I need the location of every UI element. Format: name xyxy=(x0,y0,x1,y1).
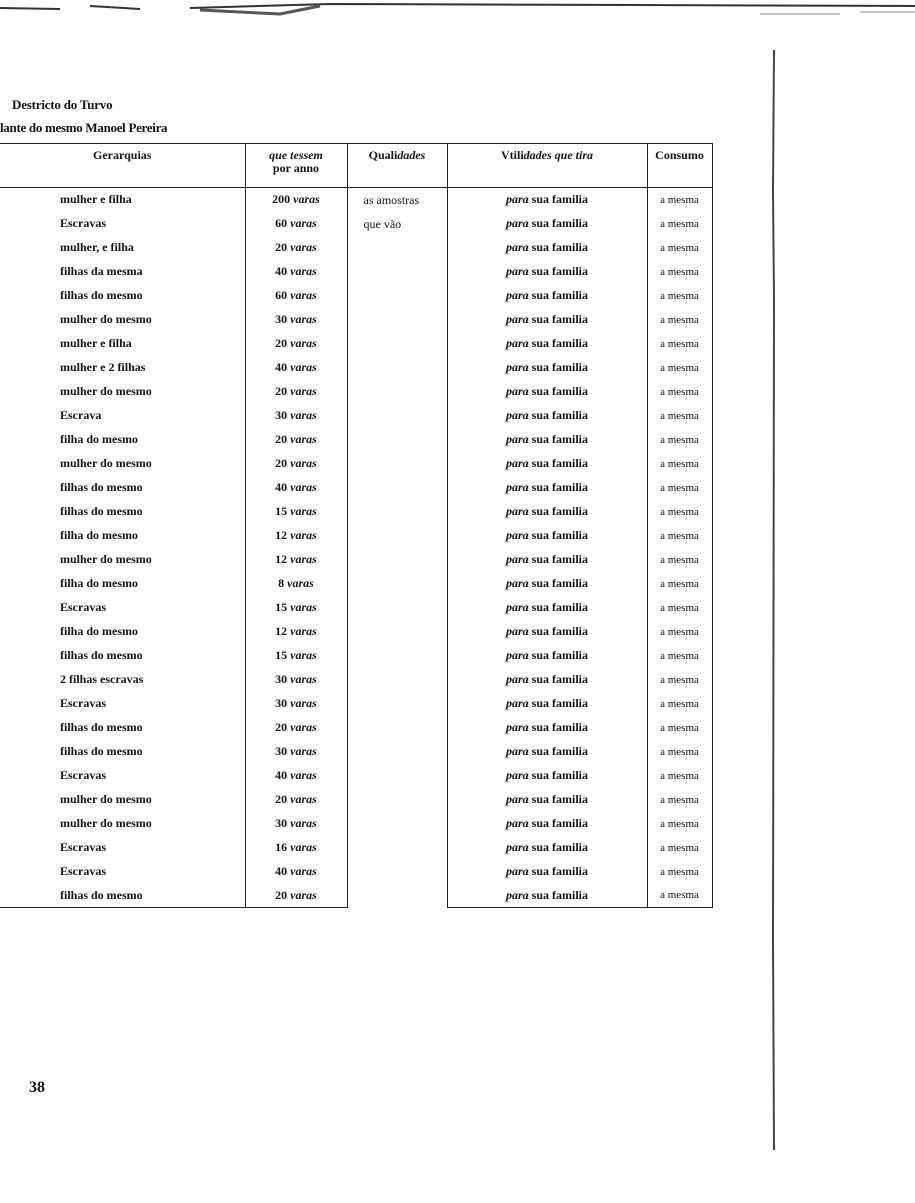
gerarquia-cell: filhas do mesmo xyxy=(0,644,245,668)
quantity-unit: varas xyxy=(290,384,317,398)
gerarquia-cell: filhas do mesmo xyxy=(0,476,245,500)
quantity-unit: varas xyxy=(290,216,317,230)
utilidade-prefix: para xyxy=(505,792,529,806)
consumo-cell: a mesma xyxy=(647,572,712,596)
quantity-cell xyxy=(245,428,347,452)
quantity-cell xyxy=(245,524,347,548)
utilidade-prefix: para xyxy=(505,624,529,638)
quantity-cell xyxy=(245,188,347,212)
consumo-cell: a mesma xyxy=(647,500,712,524)
table-row xyxy=(0,188,712,212)
quantity-value: 30 xyxy=(275,744,288,758)
utilidade-cell xyxy=(447,428,647,452)
quantity-value: 30 xyxy=(275,312,288,326)
consumo-cell: a mesma xyxy=(647,740,712,764)
quantity-unit: varas xyxy=(290,480,317,494)
utilidade-text: sua familia xyxy=(531,264,588,278)
utilidade-text: sua familia xyxy=(531,624,588,638)
utilidade-prefix: para xyxy=(505,216,529,230)
gerarquia-cell: mulher do mesmo xyxy=(0,380,245,404)
utilidade-cell xyxy=(447,236,647,260)
quantity-unit: varas xyxy=(290,528,317,542)
quantity-value: 16 xyxy=(275,840,288,854)
ledger-table xyxy=(0,143,713,908)
quantity-unit: varas xyxy=(290,288,317,302)
quantity-unit: varas xyxy=(290,887,317,902)
quantity-unit: varas xyxy=(290,504,317,518)
quantity-value: 20 xyxy=(275,887,288,902)
gerarquia-cell: mulher do mesmo xyxy=(0,452,245,476)
quantity-cell xyxy=(245,596,347,620)
qualidades-cell xyxy=(347,188,447,908)
utilidade-text: sua familia xyxy=(531,432,588,446)
utilidade-cell xyxy=(447,308,647,332)
quantity-cell xyxy=(245,452,347,476)
quantity-cell xyxy=(245,716,347,740)
quantity-value: 12 xyxy=(275,528,288,542)
consumo-cell: a mesma xyxy=(647,860,712,884)
quantity-cell xyxy=(245,668,347,692)
quantity-value: 20 xyxy=(275,456,288,470)
utilidade-cell xyxy=(447,356,647,380)
quantity-cell xyxy=(245,860,347,884)
consumo-cell: a mesma xyxy=(647,620,712,644)
utilidade-prefix: para xyxy=(505,696,529,710)
utilidade-cell xyxy=(447,668,647,692)
quantity-cell xyxy=(245,788,347,812)
utilidade-text: sua familia xyxy=(531,672,588,686)
quantity-cell xyxy=(245,644,347,668)
quantity-unit: varas xyxy=(290,792,317,806)
utilidade-prefix: para xyxy=(505,864,529,878)
quantity-unit: varas xyxy=(290,648,317,662)
utilidade-prefix: para xyxy=(505,240,529,254)
page-number: 38 xyxy=(29,1079,45,1096)
consumo-cell: a mesma xyxy=(647,332,712,356)
quantity-value: 40 xyxy=(275,480,288,494)
col-consumo xyxy=(647,144,712,188)
consumo-cell: a mesma xyxy=(647,812,712,836)
quantity-cell xyxy=(245,620,347,644)
utilidade-cell xyxy=(447,548,647,572)
utilidade-cell xyxy=(447,836,647,860)
consumo-cell: a mesma xyxy=(647,404,712,428)
utilidade-text: sua familia xyxy=(531,192,588,207)
col-consumo-label: Consumo xyxy=(655,148,704,162)
quantity-value: 8 xyxy=(278,576,285,590)
gerarquia-cell: Escrava xyxy=(0,404,245,428)
quantity-unit: varas xyxy=(287,576,314,590)
quantity-unit: varas xyxy=(290,768,317,782)
quantity-cell xyxy=(245,836,347,860)
utilidade-cell xyxy=(447,332,647,356)
gerarquia-cell: Escravas xyxy=(0,692,245,716)
gerarquia-cell: mulher do mesmo xyxy=(0,812,245,836)
utilidade-cell xyxy=(447,788,647,812)
gerarquia-cell: filha do mesmo xyxy=(0,524,245,548)
col-utilidades-b: dades xyxy=(523,148,552,162)
consumo-cell: a mesma xyxy=(647,596,712,620)
utilidade-cell xyxy=(447,476,647,500)
utilidade-text: sua familia xyxy=(531,887,588,902)
utilidade-text: sua familia xyxy=(531,480,588,494)
gerarquia-cell: filhas da mesma xyxy=(0,260,245,284)
gerarquia-cell: Escravas xyxy=(0,860,245,884)
col-quantity-italic: que tessem xyxy=(269,148,323,162)
quantity-unit: varas xyxy=(290,408,317,422)
gerarquia-cell: filha do mesmo xyxy=(0,620,245,644)
utilidade-text: sua familia xyxy=(531,456,588,470)
utilidade-cell xyxy=(447,452,647,476)
utilidade-prefix: para xyxy=(505,192,529,207)
quantity-cell xyxy=(245,884,347,908)
utilidade-prefix: para xyxy=(505,456,529,470)
utilidade-text: sua familia xyxy=(531,288,588,302)
utilidade-text: sua familia xyxy=(531,840,588,854)
quantity-value: 15 xyxy=(275,504,288,518)
consumo-cell: a mesma xyxy=(647,764,712,788)
qualidades-note-line: as amostras xyxy=(363,193,420,207)
gerarquia-cell: Escravas xyxy=(0,596,245,620)
utilidade-prefix: para xyxy=(505,840,529,854)
utilidade-cell xyxy=(447,764,647,788)
quantity-unit: varas xyxy=(290,840,317,854)
quantity-unit: varas xyxy=(290,720,317,734)
quantity-cell xyxy=(245,404,347,428)
utilidade-text: sua familia xyxy=(531,744,588,758)
utilidade-text: sua familia xyxy=(531,576,588,590)
quantity-cell xyxy=(245,212,347,236)
utilidade-cell xyxy=(447,860,647,884)
consumo-cell: a mesma xyxy=(647,884,712,908)
quantity-value: 60 xyxy=(275,216,288,230)
gerarquia-cell: mulher do mesmo xyxy=(0,788,245,812)
utilidade-cell xyxy=(447,284,647,308)
consumo-cell: a mesma xyxy=(647,692,712,716)
quantity-unit: varas xyxy=(290,624,317,638)
quantity-value: 40 xyxy=(275,264,288,278)
utilidade-prefix: para xyxy=(505,504,529,518)
gerarquia-cell: Escravas xyxy=(0,764,245,788)
quantity-cell xyxy=(245,548,347,572)
utilidade-cell xyxy=(447,524,647,548)
consumo-cell: a mesma xyxy=(647,452,712,476)
consumo-cell: a mesma xyxy=(647,428,712,452)
utilidade-prefix: para xyxy=(505,552,529,566)
col-gerarquias-label: Gerarquias xyxy=(93,148,152,162)
col-qualidades xyxy=(347,144,447,188)
utilidade-text: sua familia xyxy=(531,648,588,662)
utilidade-cell xyxy=(447,740,647,764)
utilidade-prefix: para xyxy=(505,672,529,686)
gerarquia-cell: mulher, e filha xyxy=(0,236,245,260)
utilidade-cell xyxy=(447,380,647,404)
consumo-cell: a mesma xyxy=(647,356,712,380)
consumo-cell: a mesma xyxy=(647,476,712,500)
gerarquia-cell: mulher e filha xyxy=(0,188,245,212)
col-quantity-rest: por anno xyxy=(272,161,320,175)
quantity-unit: varas xyxy=(290,744,317,758)
utilidade-cell xyxy=(447,620,647,644)
quantity-value: 40 xyxy=(275,768,288,782)
utilidade-text: sua familia xyxy=(531,408,588,422)
gerarquia-cell: filhas do mesmo xyxy=(0,500,245,524)
gerarquia-cell: filhas do mesmo xyxy=(0,740,245,764)
quantity-cell xyxy=(245,308,347,332)
utilidade-cell xyxy=(447,188,647,212)
quantity-value: 15 xyxy=(275,648,288,662)
header-row xyxy=(0,144,712,188)
quantity-value: 12 xyxy=(275,624,288,638)
col-quantity xyxy=(245,144,347,188)
quantity-unit: varas xyxy=(290,240,317,254)
utilidade-prefix: para xyxy=(505,887,529,902)
col-qualidades-a: Quali xyxy=(368,148,398,162)
utilidade-text: sua familia xyxy=(531,240,588,254)
utilidade-text: sua familia xyxy=(531,864,588,878)
utilidade-prefix: para xyxy=(505,360,529,374)
col-utilidades-c: que tira xyxy=(554,148,593,162)
utilidade-cell xyxy=(447,692,647,716)
utilidade-text: sua familia xyxy=(531,816,588,830)
utilidade-prefix: para xyxy=(505,432,529,446)
utilidade-cell xyxy=(447,596,647,620)
gerarquia-cell: filhas do mesmo xyxy=(0,884,245,908)
quantity-value: 60 xyxy=(275,288,288,302)
utilidade-cell xyxy=(447,260,647,284)
quantity-cell xyxy=(245,236,347,260)
utilidade-text: sua familia xyxy=(531,600,588,614)
utilidade-text: sua familia xyxy=(531,792,588,806)
consumo-cell: a mesma xyxy=(647,716,712,740)
utilidade-prefix: para xyxy=(505,384,529,398)
quantity-value: 15 xyxy=(275,600,288,614)
utilidade-text: sua familia xyxy=(531,504,588,518)
consumo-cell: a mesma xyxy=(647,260,712,284)
utilidade-cell xyxy=(447,404,647,428)
utilidade-text: sua familia xyxy=(531,312,588,326)
quantity-cell xyxy=(245,380,347,404)
utilidade-text: sua familia xyxy=(531,720,588,734)
quantity-cell xyxy=(245,572,347,596)
utilidade-prefix: para xyxy=(505,288,529,302)
utilidade-text: sua familia xyxy=(531,552,588,566)
gerarquia-cell: filha do mesmo xyxy=(0,572,245,596)
quantity-value: 30 xyxy=(275,696,288,710)
quantity-unit: varas xyxy=(290,696,317,710)
utilidade-prefix: para xyxy=(505,600,529,614)
utilidade-text: sua familia xyxy=(531,216,588,230)
quantity-value: 40 xyxy=(275,864,288,878)
gerarquia-cell: mulher e 2 filhas xyxy=(0,356,245,380)
gerarquia-cell: Escravas xyxy=(0,836,245,860)
quantity-cell xyxy=(245,260,347,284)
consumo-cell: a mesma xyxy=(647,644,712,668)
consumo-cell: a mesma xyxy=(647,212,712,236)
quantity-value: 20 xyxy=(275,384,288,398)
utilidade-prefix: para xyxy=(505,816,529,830)
utilidade-cell xyxy=(447,644,647,668)
quantity-unit: varas xyxy=(293,192,320,207)
utilidade-prefix: para xyxy=(505,768,529,782)
quantity-unit: varas xyxy=(290,672,317,686)
utilidade-prefix: para xyxy=(505,576,529,590)
utilidade-prefix: para xyxy=(505,744,529,758)
quantity-unit: varas xyxy=(290,816,317,830)
quantity-cell xyxy=(245,500,347,524)
quantity-cell xyxy=(245,356,347,380)
col-utilidades-a: Vtili xyxy=(500,148,524,162)
quantity-cell xyxy=(245,332,347,356)
consumo-cell: a mesma xyxy=(647,668,712,692)
utilidade-cell xyxy=(447,812,647,836)
utilidade-cell xyxy=(447,212,647,236)
quantity-cell xyxy=(245,692,347,716)
consumo-cell: a mesma xyxy=(647,188,712,212)
quantity-value: 30 xyxy=(275,408,288,422)
utilidade-prefix: para xyxy=(505,720,529,734)
utilidade-text: sua familia xyxy=(531,528,588,542)
quantity-unit: varas xyxy=(290,336,317,350)
utilidade-cell xyxy=(447,884,647,908)
col-qualidades-b: dades xyxy=(397,148,426,162)
scan-edge-right xyxy=(760,40,790,1160)
consumo-cell: a mesma xyxy=(647,284,712,308)
quantity-unit: varas xyxy=(290,600,317,614)
gerarquia-cell: filhas do mesmo xyxy=(0,284,245,308)
utilidade-prefix: para xyxy=(505,528,529,542)
gerarquia-cell: filha do mesmo xyxy=(0,428,245,452)
quantity-value: 30 xyxy=(275,816,288,830)
utilidade-prefix: para xyxy=(505,264,529,278)
utilidade-cell xyxy=(447,500,647,524)
quantity-value: 20 xyxy=(275,336,288,350)
quantity-cell xyxy=(245,740,347,764)
district-heading: Destricto do Turvo xyxy=(12,97,113,112)
gerarquia-cell: mulher do mesmo xyxy=(0,308,245,332)
utilidade-text: sua familia xyxy=(531,336,588,350)
consumo-cell: a mesma xyxy=(647,380,712,404)
utilidade-prefix: para xyxy=(505,408,529,422)
subtitle-heading: lante do mesmo Manoel Pereira xyxy=(0,120,168,135)
utilidade-text: sua familia xyxy=(531,696,588,710)
quantity-unit: varas xyxy=(290,864,317,878)
consumo-cell: a mesma xyxy=(647,548,712,572)
gerarquia-cell: Escravas xyxy=(0,212,245,236)
scan-edge-top xyxy=(0,0,915,22)
ledger-table-wrap xyxy=(0,143,712,900)
quantity-unit: varas xyxy=(290,360,317,374)
consumo-cell: a mesma xyxy=(647,836,712,860)
quantity-unit: varas xyxy=(290,456,317,470)
consumo-cell: a mesma xyxy=(647,308,712,332)
quantity-unit: varas xyxy=(290,264,317,278)
gerarquia-cell: 2 filhas escravas xyxy=(0,668,245,692)
quantity-unit: varas xyxy=(290,312,317,326)
consumo-cell: a mesma xyxy=(647,524,712,548)
consumo-cell: a mesma xyxy=(647,788,712,812)
col-gerarquias xyxy=(0,144,245,188)
quantity-value: 30 xyxy=(275,672,288,686)
utilidade-text: sua familia xyxy=(531,768,588,782)
quantity-value: 20 xyxy=(275,720,288,734)
quantity-unit: varas xyxy=(290,432,317,446)
quantity-cell xyxy=(245,476,347,500)
utilidade-cell xyxy=(447,716,647,740)
utilidade-prefix: para xyxy=(505,336,529,350)
qualidades-note-line: que vão xyxy=(363,217,402,231)
quantity-value: 20 xyxy=(275,432,288,446)
utilidade-text: sua familia xyxy=(531,384,588,398)
utilidade-prefix: para xyxy=(505,648,529,662)
quantity-value: 20 xyxy=(275,792,288,806)
quantity-value: 12 xyxy=(275,552,288,566)
gerarquia-cell: mulher e filha xyxy=(0,332,245,356)
quantity-unit: varas xyxy=(290,552,317,566)
quantity-value: 40 xyxy=(275,360,288,374)
quantity-cell xyxy=(245,284,347,308)
consumo-cell: a mesma xyxy=(647,236,712,260)
quantity-value: 20 xyxy=(275,240,288,254)
quantity-value: 200 xyxy=(272,192,291,207)
utilidade-cell xyxy=(447,572,647,596)
utilidade-text: sua familia xyxy=(531,360,588,374)
col-utilidades xyxy=(447,144,647,188)
gerarquia-cell: mulher do mesmo xyxy=(0,548,245,572)
quantity-cell xyxy=(245,812,347,836)
utilidade-prefix: para xyxy=(505,312,529,326)
utilidade-prefix: para xyxy=(505,480,529,494)
gerarquia-cell: filhas do mesmo xyxy=(0,716,245,740)
quantity-cell xyxy=(245,764,347,788)
